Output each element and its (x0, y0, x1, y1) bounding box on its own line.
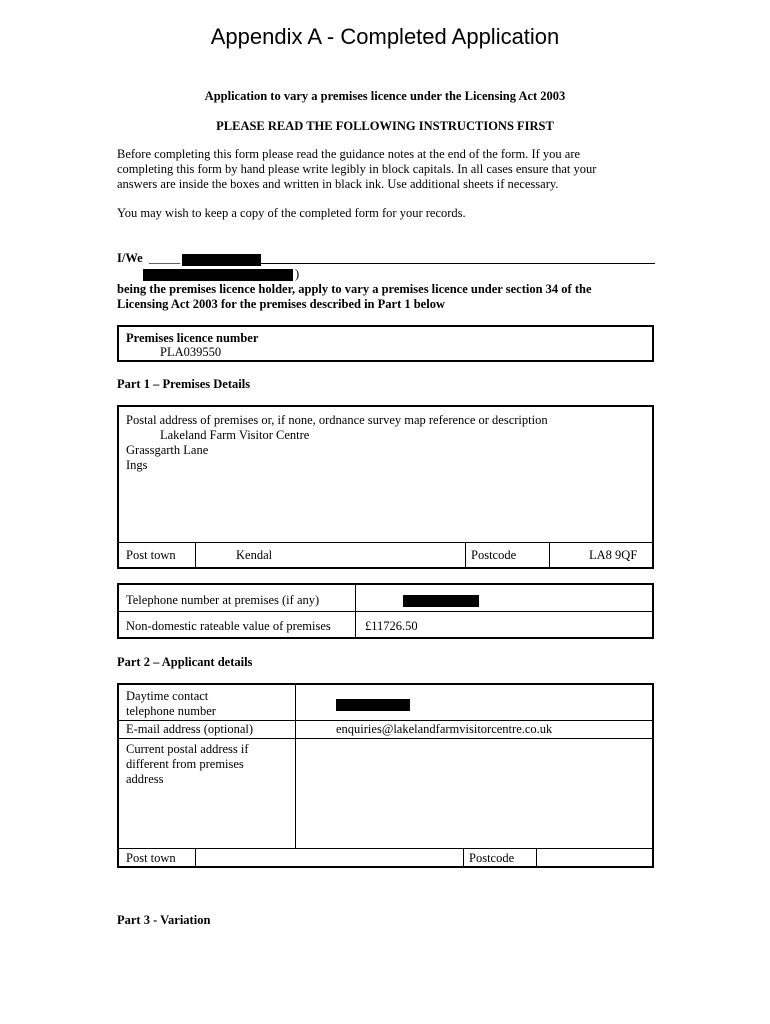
rateable-value[interactable]: £11726.50 (365, 619, 418, 633)
divider (536, 848, 537, 866)
postal-address-label (126, 742, 249, 787)
email-value[interactable]: enquiries@lakelandfarmvisitorcentre.co.uk (336, 722, 553, 736)
divider (119, 848, 652, 849)
licence-number-label: Premises licence number (126, 331, 259, 345)
applicant-details-box (117, 683, 654, 868)
declaration-line: being the premises licence holder, apply to vary a premises licence under section 34 of the (117, 282, 592, 296)
divider (295, 685, 296, 849)
premises-contact-box (117, 583, 654, 639)
instructions-line: completing this form by hand please write legibly in block capitals. In all cases ensure that your (117, 162, 597, 176)
part2-heading: Part 2 – Applicant details (117, 655, 253, 669)
divider (195, 848, 196, 866)
instructions-line: answers are inside the boxes and written in black ink. Use additional sheets if necessary. (117, 177, 559, 191)
premises-address-line1[interactable]: Lakeland Farm Visitor Centre (160, 428, 310, 442)
redaction-block (182, 254, 261, 266)
divider (195, 542, 196, 567)
applicant-post-town-label: Post town (126, 851, 176, 865)
licence-number-box (117, 325, 654, 362)
instructions-line: Before completing this form please read the guidance notes at the end of the form. If you are (117, 147, 581, 161)
divider (463, 848, 464, 866)
postcode-value[interactable]: LA8 9QF (589, 548, 638, 562)
instructions-heading: PLEASE READ THE FOLLOWING INSTRUCTIONS FIRST (216, 119, 554, 133)
divider (465, 542, 466, 567)
divider (355, 585, 356, 637)
postal-address-label-line: address (126, 772, 164, 786)
declaration (117, 282, 657, 312)
premises-address-line3[interactable]: Ings (126, 458, 148, 472)
redaction-block (143, 269, 293, 281)
rateable-value-label: Non-domestic rateable value of premises (126, 619, 331, 633)
postal-address-label-line: Current postal address if (126, 742, 249, 756)
premises-address-label: Postal address of premises or, if none, ordnance survey map reference or description (126, 413, 548, 427)
postal-address-label-line: different from premises (126, 757, 244, 771)
daytime-phone-label-line: Daytime contact (126, 689, 209, 703)
part1-heading: Part 1 – Premises Details (117, 377, 251, 391)
divider (119, 720, 652, 721)
licence-number-value[interactable]: PLA039550 (160, 345, 222, 359)
redaction-block (403, 595, 479, 607)
iwe-paren: ) (295, 267, 300, 281)
daytime-phone-label-line: telephone number (126, 704, 216, 718)
telephone-label: Telephone number at premises (if any) (126, 593, 320, 607)
form-subtitle: Application to vary a premises licence under the Licensing Act 2003 (204, 89, 566, 103)
premises-address-line2[interactable]: Grassgarth Lane (126, 443, 209, 457)
applicant-post-town-field[interactable] (199, 851, 459, 866)
iwe-label: I/We (117, 251, 143, 265)
iwe-underscores: _____ (149, 251, 181, 265)
divider (119, 611, 652, 612)
post-town-label: Post town (126, 548, 176, 562)
applicant-postcode-label: Postcode (469, 851, 515, 865)
post-town-value[interactable]: Kendal (236, 548, 273, 562)
daytime-phone-label (126, 689, 216, 719)
instructions-paragraph (117, 147, 657, 192)
part3-heading: Part 3 - Variation (117, 913, 211, 927)
divider (119, 738, 652, 739)
divider (549, 542, 550, 567)
email-label: E-mail address (optional) (126, 722, 254, 736)
postcode-label: Postcode (471, 548, 517, 562)
records-note: You may wish to keep a copy of the completed form for your records. (117, 206, 466, 220)
divider (119, 542, 652, 543)
applicant-postcode-field[interactable] (540, 851, 648, 866)
redaction-block (336, 699, 410, 711)
declaration-line: Licensing Act 2003 for the premises described in Part 1 below (117, 297, 445, 311)
postal-address-field[interactable] (299, 742, 647, 844)
page-title: Appendix A - Completed Application (210, 24, 560, 49)
iwe-underline (261, 263, 655, 264)
premises-address-box (117, 405, 654, 569)
